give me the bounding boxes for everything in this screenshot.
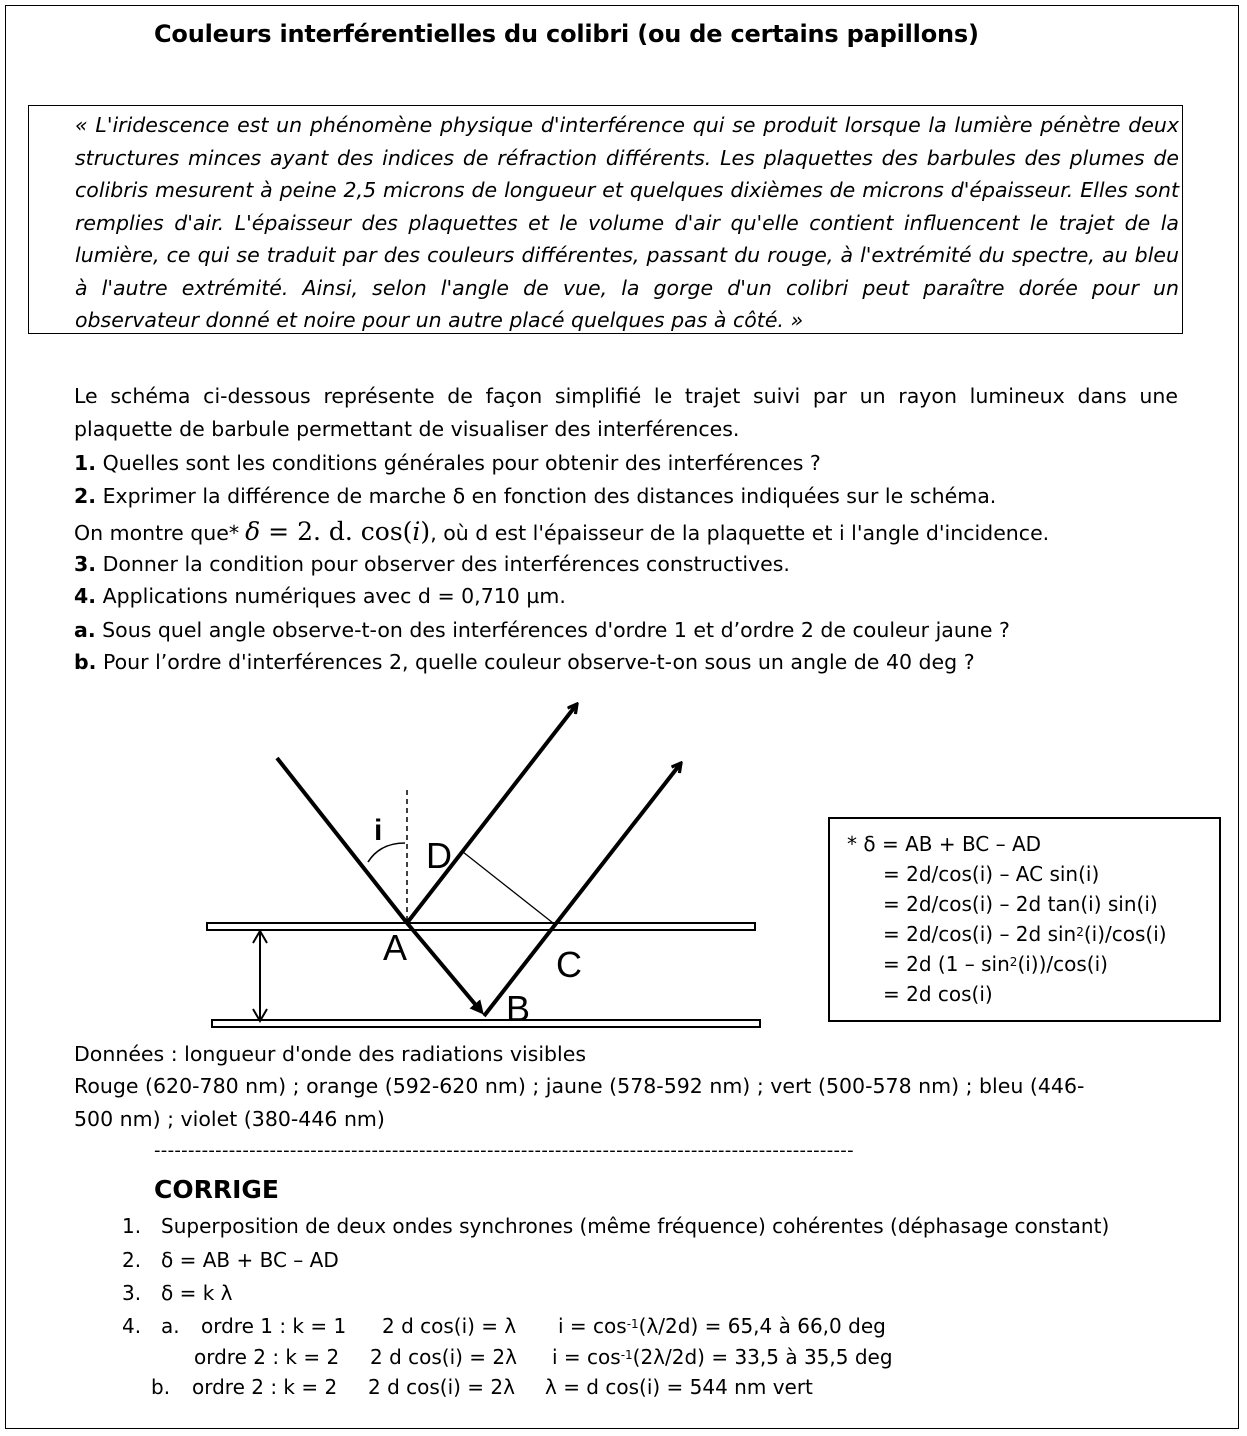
derivation-box — [828, 817, 1221, 1022]
formula-body: = 2. d. cos( — [260, 517, 413, 546]
label-D: D — [426, 835, 452, 876]
label-i: i — [374, 814, 383, 847]
formula-delta: δ — [245, 517, 261, 546]
derivation-line-4: = 2d/cos(i) – 2d $\sin^2(i)/\cos(i)$ — [883, 922, 1167, 946]
question-1 — [74, 448, 821, 478]
derivation-line-2: = 2d/cos(i) – AC sin(i) — [883, 862, 1100, 886]
question-3-number: 3. — [74, 552, 97, 576]
derivation-line-3: = 2d/cos(i) – 2d tan(i) sin(i) — [883, 892, 1158, 916]
donnees-line-2: Rouge (620-780 nm) ; orange (592-620 nm) ; jaune (578-592 nm) ; vert (500-578 nm) ; bleu (446- — [74, 1074, 1085, 1098]
question-3 — [74, 549, 790, 579]
question-4a — [74, 615, 1010, 645]
label-C: C — [556, 944, 582, 985]
question-3-text: Donner la condition pour observer des interférences constructives. — [96, 552, 790, 576]
page-title: Couleurs interférentielles du colibri (ou de certains papillons) — [154, 20, 979, 48]
corrige-4-number: 4. — [122, 1314, 142, 1338]
donnees-line-3: 500 nm) ; violet (380-446 nm) — [74, 1107, 385, 1131]
separator-line: ------------------------------------------------------------------------------------------------------- — [154, 1140, 854, 1161]
incident-ray — [277, 758, 407, 923]
question-4b — [74, 647, 975, 677]
ray-diagram — [195, 690, 795, 1035]
plate-bottom-surface — [212, 1020, 760, 1027]
derivation-line-5: = 2d $(1 - \sin^2(i))/\cos(i)$ — [883, 952, 1108, 976]
question-2-number: 2. — [74, 484, 97, 508]
corrige-4a-order1-result: $i = \cos^{-1}(\lambda/2d) = 65,4$ à 66,0 deg — [558, 1314, 886, 1338]
corrige-3-number: 3. — [122, 1281, 142, 1305]
wavefront-DC — [463, 852, 553, 923]
formula-intro: On montre que* — [74, 521, 240, 545]
question-1-text: Quelles sont les conditions générales pour obtenir des interférences ? — [96, 451, 821, 475]
refracted-ray — [407, 923, 480, 1010]
derivation-line-6: = 2d cos(i) — [883, 982, 993, 1006]
corrige-4a-order1: ordre 1 : k = 1 — [201, 1314, 347, 1338]
question-4b-number: b. — [74, 650, 97, 674]
corrige-1-answer: Superposition de deux ondes synchrones (même fréquence) cohérentes (déphasage constant) — [161, 1214, 1110, 1238]
corrige-4a-order2-result: $i = \cos^{-1}(2\lambda/2d) = 33,5$ à 35,5 deg — [552, 1345, 893, 1369]
corrige-4a-order2-equation: 2 d cos(i) = 2λ — [370, 1345, 517, 1369]
question-4 — [74, 581, 566, 611]
corrige-3-answer: δ = k λ — [161, 1281, 233, 1305]
reflected-ray-1 — [407, 704, 577, 923]
question-4-number: 4. — [74, 584, 97, 608]
corrige-4b-order: ordre 2 : k = 2 — [192, 1375, 338, 1399]
corrige-2-number: 2. — [122, 1248, 142, 1272]
question-4a-text: Sous quel angle observe-t-on des interférences d'ordre 1 et d’ordre 2 de couleur jaune ? — [95, 618, 1010, 642]
corrige-title: CORRIGE — [154, 1175, 279, 1204]
corrige-4b-equation: 2 d cos(i) = 2λ — [368, 1375, 515, 1399]
formula-close: ) — [420, 517, 431, 546]
corrige-1-number: 1. — [122, 1214, 142, 1238]
intro-paragraph: Le schéma ci-dessous représente de façon simplifié le trajet suivi par un rayon lumineux dans une plaquette de barbule permettant de visualiser des interférences. — [74, 384, 1178, 441]
question-2 — [74, 481, 996, 511]
donnees-line-1: Données : longueur d'onde des radiations visibles — [74, 1042, 587, 1066]
formula-statement — [74, 514, 1049, 551]
quote-text: « L'iridescence est un phénomène physique d'interférence qui se produit lorsque la lumière pénètre deux structures minces ayant des indices de réfraction différents. Les plaquettes des barbules des plumes de colibris mesurent à peine 2,5 microns de longueur et quelques dixièmes de microns d'épaisseur. Elles sont remplies d'air. L'épaisseur des plaquettes et le volume d'air qu'elle contient influencent le trajet de la lumière, ce qui se traduit par des couleurs différentes, passant du rouge, à l'extrémité du spectre, au bleu à l'autre extrémité. Ainsi, selon l'angle de vue, la gorge d'un colibri peut paraître dorée pour un observateur donné et noire pour un autre placé quelques pas à côté. » — [75, 113, 1179, 332]
label-A: A — [383, 927, 408, 968]
corrige-4a-order2: ordre 2 : k = 2 — [194, 1345, 340, 1369]
corrige-4b-result: λ = d cos(i) = 544 nm vert — [545, 1375, 813, 1399]
question-4a-number: a. — [74, 618, 96, 642]
plate-top-surface — [207, 923, 755, 930]
corrige-2-answer: δ = AB + BC – AD — [161, 1248, 339, 1272]
quote-box — [28, 105, 1183, 334]
reflected-ray-2 — [484, 763, 681, 1016]
corrige-4a-number: a. — [161, 1314, 180, 1338]
corrige-4b-number: b. — [151, 1375, 171, 1399]
question-2-text: Exprimer la différence de marche δ en fonction des distances indiquées sur le schéma. — [96, 484, 997, 508]
label-B: B — [506, 988, 531, 1029]
derivation-line-1: * δ = AB + BC – AD — [847, 832, 1042, 856]
question-4-text: Applications numériques avec d = 0,710 µm. — [96, 584, 566, 608]
question-4b-text: Pour l’ordre d'interférences 2, quelle couleur observe-t-on sous un angle de 40 deg ? — [96, 650, 975, 674]
question-1-number: 1. — [74, 451, 97, 475]
formula-explanation: , où d est l'épaisseur de la plaquette et i l'angle d'incidence. — [430, 521, 1050, 545]
formula-i: i — [412, 517, 421, 546]
corrige-4a-order1-equation: 2 d cos(i) = λ — [382, 1314, 517, 1338]
